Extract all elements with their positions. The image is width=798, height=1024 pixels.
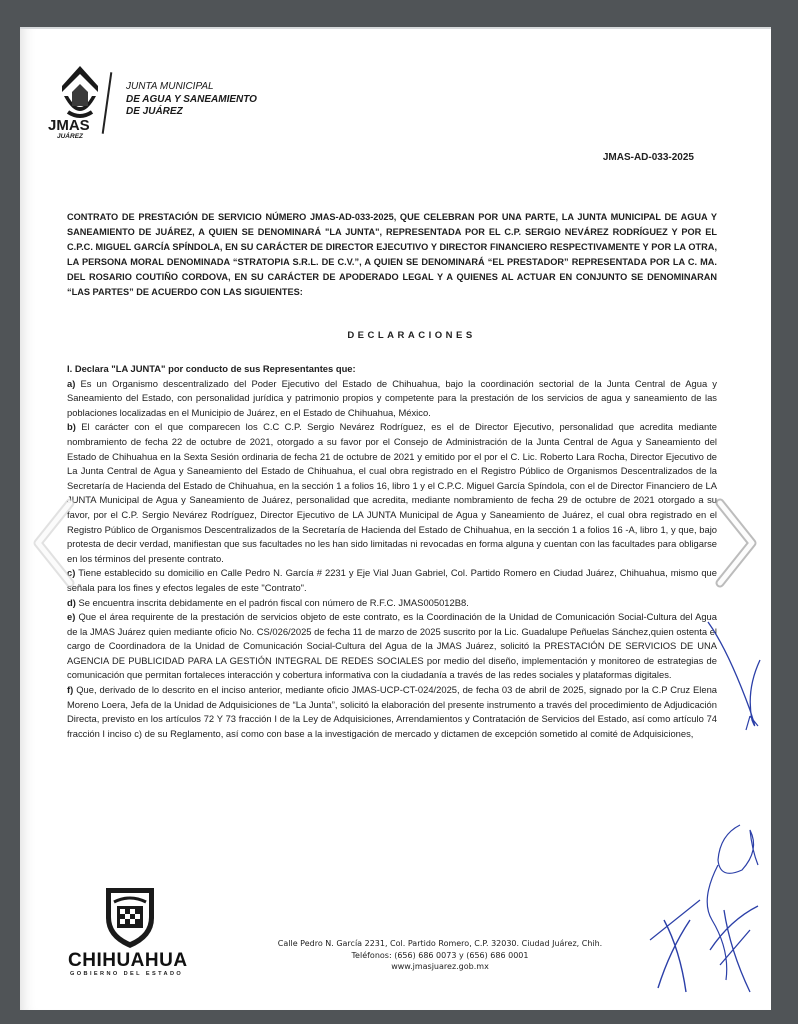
org-line-2: DE AGUA Y SANEAMIENTO [126,93,257,105]
item-text: Tiene establecido su domicilio en Calle Pedro N. García # 2231 y Eje Vial Juan Gabriel, Col. Partido Romero en Ciudad Juárez, Chihuahua, mismo que señala para los fines y efectos legales de este "Contrato". [67,567,717,593]
item-label: d) [67,596,76,608]
page-top-edge [20,27,771,29]
declaration-item-a [67,377,717,421]
handwritten-signatures [600,620,770,1000]
next-page-chevron-icon[interactable] [710,495,760,591]
declarations-title: DECLARACIONES [347,330,476,341]
item-label: f) [67,684,74,696]
item-text: Es un Organismo descentralizado del Poder Ejecutivo del Estado de Chihuahua, bajo la coordinación sectorial de la Junta Central de Agua y Saneamiento del Estado, con personalidad jurídica y patrimonio propios y competente para la prestación de los servicios de agua y saneamiento de las poblaciones localizadas en el Municipio de Juárez, en el Estado de Chihuahua, México. [67,377,717,418]
footer-phones: Teléfonos: (656) 686 0073 y (656) 686 0001 [351,950,529,960]
declaration-item-b [67,420,717,566]
item-text: Que el área requirente de la prestación de servicios objeto de este contrato, es la Coordinación de la Unidad de Comunicación Social-Cultura del Agua de la JMAS Juárez quien mediante oficio No. CS/026/2025 de fecha 11 de marzo de 2025 suscrito por la Lic. Guadalupe Peñuelas Sánchez,quien ostenta el cargo de Coordinadora de la Unidad de Comunicación Social-Cultura del Agua de la JMAS Juárez, solicitó la PRESTACIÓN DE SERVICIOS DE UNA AGENCIA DE PUBLICIDAD PARA LA GESTIÓN INTEGRAL DE REDES SOCIALES por medio del diseño, implementación y monitoreo de estrategias de comunicación que permitan fortaleces interacción y cobertura informativa con la ciudadanía a través de las redes sociales y plataformas digitales. [67,611,717,681]
declaration-item-c [67,566,717,595]
contract-intro: CONTRATO DE PRESTACIÓN DE SERVICIO NÚMERO JMAS-AD-033-2025, QUE CELEBRAN POR UNA PARTE, LA JUNTA MUNICIPAL DE AGUA Y SANEAMIENTO DE JUÁREZ, A QUIEN SE DENOMINARÁ "LA JUNTA", REPRESENTADA POR EL C.P. SERGIO NEVÁREZ RODRÍGUEZ Y POR EL C.P.C. MIGUEL GARCÍA SPÍNDOLA, EN SU CARÁCTER DE DIRECTOR EJECUTIVO Y DIRECTOR FINANCIERO RESPECTIVAMENTE Y POR LA OTRA, LA PERSONA MORAL DENOMINADA “STRATOPIA S.R.L. DE C.V.”, A QUIEN SE DENOMINARÁ “EL PRESTADOR” REPRESENTADA POR LA C. MA. DEL ROSARIO COUTIÑO CORDOVA, EN SU CARÁCTER DE APODERADO LEGAL Y A QUIENES AL ACTUAR EN CONJUNTO SE DENOMINARAN “LAS PARTES” DE ACUERDO CON LAS SIGUIENTES: [67,212,717,297]
document-reference: JMAS-AD-033-2025 [602,152,694,163]
item-label: b) [67,421,76,433]
chihuahua-crest-icon [100,884,160,950]
logo-name: JMAS [48,117,90,134]
previous-page-chevron-icon[interactable] [30,495,80,591]
footer-address: Calle Pedro N. García 2231, Col. Partido Romero, C.P. 32030. Ciudad Juárez, Chih. [277,939,603,948]
org-line-1: JUNTA MUNICIPAL [126,81,214,92]
section-heading: I. Declara "LA JUNTA" por conducto de sus Representantes que: [67,363,356,374]
item-label: e) [67,611,76,623]
item-label: a) [67,377,76,389]
footer-website: www.jmasjuarez.gob.mx [391,962,489,971]
logo-subtitle: JUÁREZ [57,133,84,140]
item-text: Que, derivado de lo descrito en el inciso anterior, mediante oficio JMAS-UCP-CT-024/2025, de fecha 03 de abril de 2025, signado por la C.P Cruz Elena Moreno Loera, Jefa de la Unidad de Adquisiciones de “La Junta”, solicitó la elaboración del presente instrumento a través del procedimiento de Adjudicación Directa, previsto en los artículos 72 Y 73 fracción I de la Ley de Adquisiciones, Arrendamientos y Contratación de Servicios del Estado, así como artículo 74 fracción I inciso c) de su Reglamento, así como con base a la investigación de mercado y dictamen de excepción sometido al comité de Adquisiciones, [67,684,717,739]
footer-contact [240,938,640,973]
org-line-3: DE JUÁREZ [126,106,183,117]
declaration-item-d [67,596,717,611]
government-name: CHIHUAHUA [68,950,188,971]
item-label: c) [67,567,76,579]
item-text: El carácter con el que comparecen los C.C C.P. Sergio Nevárez Rodríguez, es el de Director Ejecutivo, personalidad que acredita mediante nombramiento de fecha 22 de octubre de 2021, otorgado a su favor por el Consejo de Administración de la Junta Central de Agua y Saneamiento del Estado de Chihuahua en la Sexta Sesión ordinaria de fecha 21 de octubre de 2021 y emitido por el por el C. Lic. Roberto Lara Rocha, Director Ejecutivo de La Junta Central de Agua y Saneamiento del Estado de Chihuahua, el cual obra registrado en el Registro Público de Organismos Descentralizados de la Secretaría de Hacienda del Estado de Chihuahua, en la sección 1 a folios 16, libro 1 y el C.P.C. Miguel García Spíndola, con el de Director Financiero de LA JUNTA Municipal de Agua y Saneamiento de Juárez, personalidad que acredita, mediante nombramiento de fecha 29 de octubre de 2021 otorgado a su favor, por el C.P. Sergio Nevárez Rodríguez, Director Ejecutivo de LA JUNTA Municipal de Agua y Saneamiento de Juárez, el cual obra registrado en el Registro Público de Organismos Descentralizados de la Secretaría de Hacienda del Estado de Chihuahua, en la sección 1 a folios 16 -A, libro 1, y que, bajo protesta de decir verdad, manifiestan que sus facultades no les han sido limitadas ni revocadas en forma alguna y cuentan con las facultades para obligarse en los términos del presente contrato. [67,421,717,564]
government-subtitle: GOBIERNO DEL ESTADO [70,971,184,977]
item-text: Se encuentra inscrita debidamente en el padrón fiscal con número de R.F.C. JMAS005012B8. [75,596,469,608]
organization-name [126,81,257,119]
